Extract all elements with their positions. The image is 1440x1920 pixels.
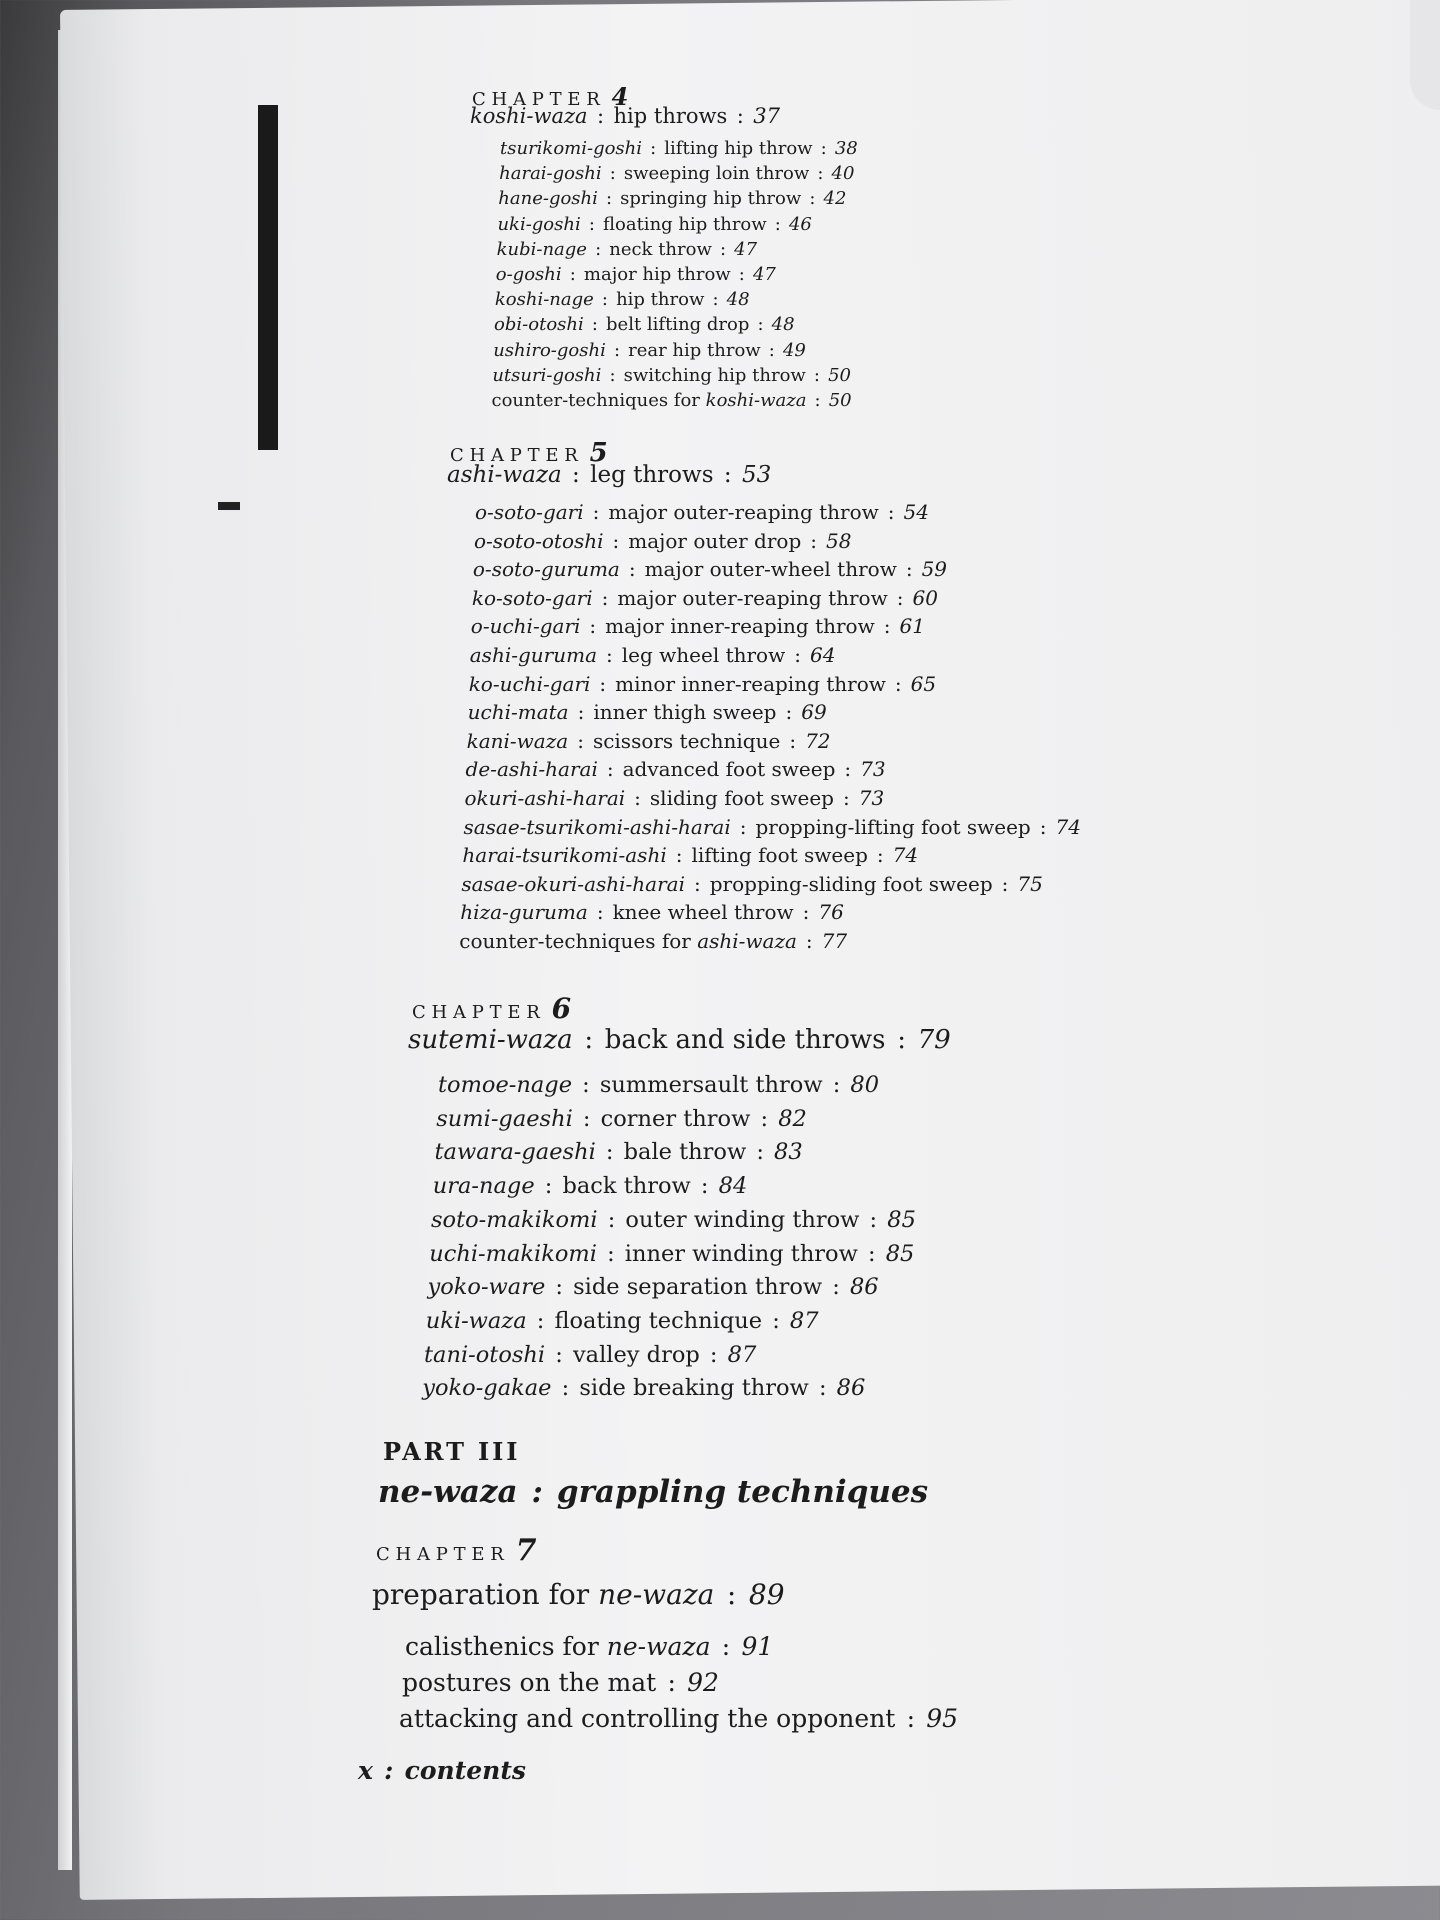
entry-page: 86 (849, 1274, 879, 1301)
entry-en: minor inner-reaping throw (615, 671, 886, 696)
separator: : (596, 900, 604, 925)
separator: : (832, 1274, 840, 1301)
chapter-number: 7 (515, 1533, 537, 1568)
entry-en: back throw (562, 1173, 691, 1200)
entry-jp: sasae-okuri-ashi-harai (461, 871, 685, 896)
entry-jp: sumi-gaeshi (436, 1105, 573, 1132)
separator: : (868, 1240, 876, 1267)
entry-page: 49 (782, 339, 806, 361)
separator: : (700, 1173, 709, 1200)
toc-entry (405, 1632, 773, 1661)
separator: : (802, 900, 810, 925)
entry-jp: uki-waza (425, 1307, 527, 1334)
entry-jp: tomoe-nage (438, 1072, 573, 1098)
separator: : (601, 289, 608, 311)
entry-jp: ushiro-goshi (493, 339, 606, 361)
separator: : (818, 1375, 827, 1402)
entry-page: 54 (903, 500, 929, 524)
entry-en: knee wheel throw (612, 900, 794, 925)
entry-en: switching hip throw (623, 364, 806, 386)
separator: : (561, 1375, 570, 1402)
entry-jp: o-goshi (495, 264, 562, 285)
toc-entry (496, 264, 776, 285)
entry-page: 83 (774, 1139, 803, 1166)
entry-page: 46 (788, 213, 812, 235)
toc-entry (465, 786, 885, 810)
chapter-title (447, 462, 771, 488)
separator: : (667, 1668, 676, 1697)
chapter-page: 37 (753, 104, 780, 128)
entry-text: attacking and controlling the opponent (399, 1704, 896, 1733)
separator: : (876, 843, 884, 868)
separator: : (785, 700, 793, 725)
entry-jp: yoko-gakae (422, 1375, 552, 1402)
entry-page: 82 (778, 1105, 807, 1132)
entry-en: outer winding throw (625, 1206, 860, 1233)
entry-en: inner thigh sweep (593, 700, 777, 725)
separator: : (536, 1307, 545, 1334)
entry-jp: koshi-waza (705, 390, 807, 411)
chapter-title (372, 1578, 785, 1611)
entry-jp: utsuri-goshi (492, 364, 602, 386)
separator: : (605, 1139, 614, 1166)
entry-jp: ashi-waza (697, 929, 797, 953)
toc-entry (436, 1106, 807, 1132)
entry-page: 60 (912, 585, 938, 610)
entry-en: major outer-reaping throw (608, 500, 879, 524)
chapter-title-en: hip throws (613, 104, 728, 128)
toc-entry (470, 643, 836, 667)
entry-jp: okuri-ashi-harai (464, 786, 626, 810)
separator: : (756, 1139, 764, 1166)
chapter-title-en: leg throws (590, 462, 714, 488)
entry-jp: ne-waza (606, 1632, 711, 1661)
chapter-title (470, 104, 780, 128)
separator: : (774, 213, 781, 235)
toc-entry (467, 729, 831, 753)
entry-jp: tawara-gaeshi (434, 1139, 596, 1166)
entry-jp: obi-otoshi (494, 314, 584, 336)
separator: : (789, 728, 797, 753)
separator: : (1001, 871, 1009, 896)
chapter-word: CHAPTER (450, 445, 584, 466)
facing-page-corner (1410, 0, 1440, 110)
entry-page: 64 (809, 643, 836, 667)
chapter-title-jp: ne-waza (598, 1578, 715, 1611)
separator: : (726, 1578, 737, 1611)
part-title-jp: ne-waza (378, 1474, 518, 1510)
separator: : (591, 314, 598, 336)
toc-entry (431, 1207, 916, 1233)
entry-jp: kubi-nage (496, 238, 587, 260)
toc-entry (472, 586, 938, 610)
chapter-word: CHAPTER (472, 89, 606, 110)
entry-text: calisthenics for (405, 1632, 599, 1661)
separator: : (634, 786, 641, 810)
separator: : (721, 1632, 731, 1661)
toc-entry (429, 1241, 914, 1267)
entry-text: postures on the mat (402, 1668, 657, 1697)
chapter-title-jp: ashi-waza (447, 462, 562, 488)
toc-entry (438, 1072, 879, 1098)
separator: : (531, 1474, 543, 1510)
entry-en: major inner-reaping throw (605, 614, 875, 639)
toc-entry (497, 239, 757, 260)
separator: : (738, 264, 745, 285)
entry-jp: o-soto-gari (475, 500, 584, 524)
footer-label: contents (404, 1756, 526, 1785)
chapter-page: 79 (917, 1025, 951, 1055)
entry-en: major outer-wheel throw (644, 557, 897, 582)
separator: : (832, 1072, 841, 1098)
entry-en: rear hip throw (628, 339, 761, 361)
separator: : (544, 1173, 553, 1200)
entry-jp: koshi-nage (494, 289, 594, 311)
toc-entry (475, 500, 929, 524)
toc-entry (471, 614, 925, 638)
entry-page: 48 (771, 314, 795, 336)
toc-entry (428, 1274, 879, 1300)
toc-entry (422, 1375, 865, 1401)
entry-en: hip throw (616, 289, 705, 311)
separator: : (739, 814, 747, 839)
entry-jp: uki-goshi (497, 213, 581, 235)
entry-jp: ura-nage (432, 1173, 535, 1200)
chapter-number: 5 (589, 438, 608, 468)
separator: : (894, 671, 902, 696)
toc-entry (494, 314, 795, 335)
separator: : (906, 1704, 916, 1733)
entry-page: 91 (741, 1632, 774, 1661)
separator: : (896, 585, 904, 610)
entry-page: 73 (858, 786, 885, 810)
entry-page: 47 (734, 238, 758, 260)
separator: : (1039, 814, 1047, 839)
separator: : (555, 1274, 564, 1301)
separator: : (609, 364, 616, 386)
entry-en: major outer-reaping throw (617, 585, 888, 610)
chapter-word: CHAPTER (376, 1544, 510, 1565)
toc-entry (462, 843, 918, 867)
separator: : (612, 528, 620, 553)
entry-jp: ko-soto-gari (471, 585, 593, 610)
entry-page: 50 (828, 390, 852, 411)
entry-page: 42 (823, 188, 847, 210)
binding-strip (258, 105, 278, 450)
entry-en: major outer drop (628, 528, 802, 553)
entry-en: floating hip throw (603, 213, 767, 235)
separator: : (569, 264, 576, 285)
toc-entry (498, 188, 846, 209)
entry-page: 84 (718, 1173, 748, 1200)
separator: : (887, 500, 895, 524)
chapter-title-jp: sutemi-waza (408, 1025, 573, 1055)
chapter-label (376, 1533, 536, 1568)
separator: : (607, 1240, 615, 1267)
toc-entry (500, 138, 858, 159)
separator: : (723, 462, 732, 488)
entry-page: 87 (727, 1341, 757, 1368)
entry-en: belt lifting drop (606, 314, 750, 336)
separator: : (810, 528, 818, 553)
separator: : (584, 1025, 594, 1055)
separator: : (628, 557, 636, 582)
entry-en: propping-lifting foot sweep (755, 814, 1031, 839)
entry-page: 80 (850, 1072, 880, 1098)
separator: : (719, 238, 727, 260)
entry-page: 58 (826, 528, 852, 553)
separator: : (768, 339, 775, 361)
toc-entry (469, 672, 936, 696)
entry-jp: o-uchi-gari (470, 614, 581, 639)
entry-en: neck throw (609, 238, 712, 260)
chapter-title-pre: preparation for (372, 1578, 590, 1611)
separator: : (809, 188, 816, 210)
separator: : (805, 929, 813, 953)
part-title (378, 1474, 928, 1510)
chapter-title-en: back and side throws (604, 1025, 886, 1055)
entry-jp: hane-goshi (498, 188, 598, 210)
entry-jp: de-ashi-harai (465, 757, 598, 782)
entry-en: scissors technique (592, 728, 781, 753)
entry-page: 92 (687, 1668, 719, 1697)
separator: : (592, 500, 600, 524)
separator: : (606, 757, 614, 782)
toc-entry (399, 1704, 958, 1733)
entry-en: leg wheel throw (621, 643, 786, 667)
entry-page: 95 (926, 1704, 959, 1733)
entry-en: propping-sliding foot sweep (709, 871, 993, 896)
entry-jp: uchi-makikomi (429, 1240, 597, 1267)
entry-page: 74 (1055, 814, 1081, 839)
binding-mark (218, 502, 240, 510)
separator: : (869, 1206, 878, 1233)
chapter-page: 89 (748, 1578, 785, 1611)
separator: : (772, 1307, 780, 1334)
toc-entry (497, 214, 811, 235)
entry-en: sliding foot sweep (649, 786, 834, 810)
entry-page: 75 (1017, 871, 1043, 896)
entry-jp: sasae-tsurikomi-ashi-harai (463, 814, 731, 839)
entry-text: counter-techniques for (459, 929, 691, 953)
separator: : (712, 289, 719, 311)
entry-jp: o-soto-otoshi (473, 528, 604, 553)
entry-en: springing hip throw (620, 188, 802, 210)
toc-entry (402, 1668, 719, 1697)
toc-entry (435, 1139, 803, 1165)
toc-entry (493, 340, 806, 361)
separator: : (883, 614, 891, 639)
separator: : (555, 1341, 563, 1368)
toc-entry (459, 929, 847, 953)
separator: : (693, 871, 701, 896)
separator: : (597, 104, 605, 128)
entry-jp: harai-tsurikomi-ashi (462, 843, 667, 868)
entry-en: summersault throw (599, 1072, 823, 1098)
entry-text: counter-techniques for (491, 390, 700, 411)
entry-page: 73 (860, 757, 886, 782)
entry-en: floating technique (554, 1307, 763, 1334)
separator: : (709, 1341, 718, 1368)
entry-page: 77 (821, 929, 848, 953)
entry-jp: soto-makikomi (431, 1206, 598, 1233)
chapter-number: 4 (611, 82, 629, 111)
separator: : (609, 163, 616, 185)
toc-entry (426, 1308, 819, 1334)
separator: : (607, 1206, 616, 1233)
separator: : (844, 757, 852, 782)
separator: : (897, 1025, 906, 1055)
separator: : (613, 339, 621, 361)
entry-jp: hiza-guruma (460, 900, 588, 925)
chapter-page: 53 (741, 462, 772, 488)
separator: : (813, 364, 820, 386)
entry-page: 86 (836, 1375, 866, 1402)
chapter-title-jp: koshi-waza (470, 104, 588, 128)
entry-page: 59 (921, 557, 948, 582)
footer-page-number: x (358, 1756, 373, 1785)
separator: : (650, 138, 657, 159)
toc-entry (495, 289, 750, 310)
separator: : (820, 138, 827, 159)
separator: : (577, 728, 584, 753)
separator: : (814, 390, 821, 411)
separator: : (760, 1105, 769, 1132)
entry-jp: ko-uchi-gari (468, 671, 591, 696)
toc-entry (460, 900, 844, 924)
separator: : (384, 1756, 394, 1785)
separator: : (842, 786, 850, 810)
toc-entry (466, 757, 886, 781)
separator: : (606, 188, 613, 210)
separator: : (572, 462, 580, 488)
part-title-en: grappling techniques (556, 1474, 929, 1510)
page-footer (358, 1756, 526, 1785)
entry-page: 76 (818, 900, 844, 925)
separator: : (599, 671, 607, 696)
chapter-number: 6 (551, 992, 572, 1025)
entry-jp: uchi-mata (467, 700, 569, 725)
chapter-title (408, 1025, 951, 1055)
entry-en: lifting foot sweep (691, 843, 868, 868)
entry-en: advanced foot sweep (622, 757, 836, 782)
toc-entry (468, 700, 827, 724)
entry-en: major hip throw (583, 264, 731, 285)
entry-en: side breaking throw (579, 1375, 809, 1402)
toc-entry (473, 557, 947, 581)
entry-jp: harai-goshi (499, 163, 602, 185)
part-label (383, 1437, 520, 1466)
entry-en: side separation throw (573, 1274, 823, 1301)
separator: : (589, 614, 597, 639)
entry-jp: kani-waza (466, 728, 569, 753)
entry-page: 87 (789, 1307, 819, 1334)
separator: : (817, 163, 824, 185)
toc-entry (461, 872, 1042, 896)
entry-page: 50 (828, 364, 851, 386)
separator: : (601, 585, 609, 610)
toc-entry (492, 390, 852, 411)
separator: : (675, 843, 683, 868)
separator: : (757, 314, 764, 336)
entry-page: 69 (801, 700, 827, 725)
entry-page: 48 (726, 289, 750, 311)
entry-jp: ashi-guruma (469, 643, 597, 667)
entry-en: lifting hip throw (664, 138, 813, 159)
entry-page: 47 (752, 264, 776, 285)
entry-jp: o-soto-guruma (472, 557, 620, 582)
entry-page: 61 (899, 614, 925, 639)
entry-page: 74 (892, 843, 919, 868)
entry-page: 65 (910, 671, 937, 696)
separator: : (794, 643, 801, 667)
chapter-word: CHAPTER (412, 1002, 546, 1023)
entry-page: 85 (885, 1240, 915, 1267)
part-label-text: PART III (383, 1437, 521, 1466)
separator: : (606, 643, 613, 667)
separator: : (905, 557, 913, 582)
entry-page: 72 (805, 728, 831, 753)
entry-jp: tani-otoshi (424, 1341, 546, 1368)
toc-entry (499, 163, 854, 184)
toc-entry (474, 529, 852, 553)
separator: : (577, 700, 585, 725)
toc-entry (492, 365, 851, 386)
separator: : (588, 213, 595, 235)
entry-jp: tsurikomi-goshi (500, 138, 643, 159)
toc-entry (463, 815, 1081, 839)
toc-entry (424, 1342, 756, 1368)
separator: : (582, 1072, 590, 1098)
toc-entry (433, 1173, 748, 1199)
separator: : (582, 1105, 591, 1132)
entry-page: 40 (831, 163, 855, 185)
entry-en: inner winding throw (624, 1240, 858, 1267)
entry-page: 38 (834, 138, 858, 159)
entry-en: corner throw (600, 1105, 751, 1132)
entry-page: 85 (887, 1206, 916, 1233)
entry-en: sweeping loin throw (623, 163, 810, 185)
entry-jp: yoko-ware (427, 1274, 546, 1301)
entry-en: valley drop (572, 1341, 700, 1368)
separator: : (595, 238, 602, 260)
chapter-label (412, 992, 571, 1025)
entry-en: bale throw (623, 1139, 747, 1166)
separator: : (736, 104, 744, 128)
